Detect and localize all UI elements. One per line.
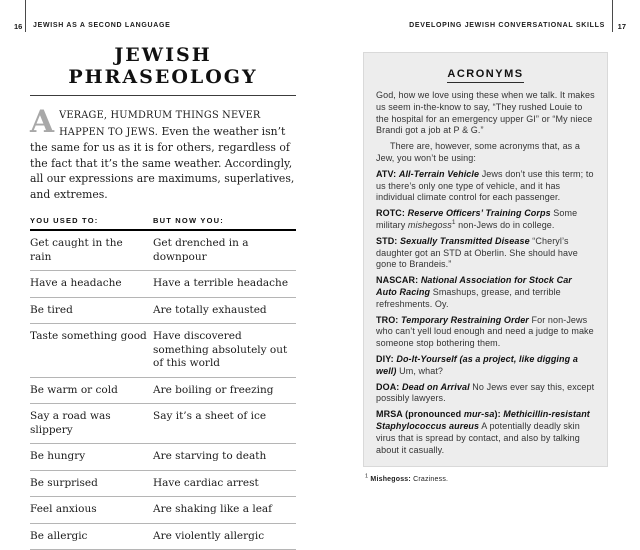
acronym-entry-text: “Cheryl’s daughter got an STD at Oberlin. She should have gone to Brandeis.” bbox=[376, 235, 578, 270]
acronym-entry-text: MRSA (pronounced bbox=[376, 409, 464, 420]
acronym-entry-text: Jews don’t use this term; to us there’s only one type of vehicle, and it has individual climate control for each passenger. bbox=[376, 168, 594, 203]
acronym-entry-text: Methicillin-resistant Staphylococcus aureus bbox=[376, 409, 590, 431]
chapter-title-line1: JEWISH bbox=[114, 44, 212, 66]
acronym-entry-text: Dead on Arrival bbox=[402, 381, 470, 392]
left-header-divider bbox=[25, 0, 26, 32]
table-row bbox=[30, 470, 296, 497]
table-cell: Be allergic bbox=[30, 523, 153, 550]
acronym-entry bbox=[376, 354, 595, 378]
table-cell: Are boiling or freezing bbox=[153, 377, 296, 404]
acronym-entry-text: non-Jews do in college. bbox=[455, 219, 555, 230]
left-running-head: JEWISH AS A SECOND LANGUAGE bbox=[33, 22, 171, 29]
acronym-entry bbox=[376, 409, 595, 456]
acronym-entry bbox=[376, 315, 595, 350]
footnote bbox=[365, 473, 608, 484]
acronym-entry-text: Reserve Officers’ Training Corps bbox=[407, 208, 551, 219]
table-cell: Be warm or cold bbox=[30, 377, 153, 404]
acronym-entry-text: TRO: bbox=[376, 314, 401, 325]
acronym-entry-text: ATV: bbox=[376, 168, 399, 179]
box-paragraphs bbox=[376, 90, 595, 165]
acronym-entry-text: All-Terrain Vehicle bbox=[398, 168, 480, 179]
acronym-entry bbox=[376, 275, 595, 310]
drop-cap: A bbox=[30, 104, 55, 140]
phrase-table bbox=[30, 216, 296, 550]
table-cell: Be hungry bbox=[30, 444, 153, 471]
left-page-content bbox=[30, 44, 296, 550]
table-row bbox=[30, 230, 296, 271]
box-paragraph: There are, however, some acronyms that, as a Jew, you won’t be using: bbox=[376, 141, 580, 163]
acronym-entry bbox=[376, 169, 595, 204]
table-row bbox=[30, 523, 296, 550]
table-cell: Get caught in the rain bbox=[30, 230, 153, 271]
phrase-table-body bbox=[30, 230, 296, 550]
acronym-entry-text: mishegoss bbox=[407, 219, 452, 230]
table-header-you-used-to: YOU USED TO: bbox=[30, 216, 153, 230]
footnote-marker: 1 bbox=[365, 473, 369, 480]
table-cell: Get drenched in a downpour bbox=[153, 230, 296, 271]
table-cell: Feel anxious bbox=[30, 497, 153, 524]
acronym-entry-text: STD: bbox=[376, 235, 400, 246]
table-cell: Have a headache bbox=[30, 271, 153, 298]
table-row bbox=[30, 377, 296, 404]
table-cell: Are totally exhausted bbox=[153, 297, 296, 324]
intro-lead-caps: VERAGE, HUMDRUM THINGS NEVER HAPPEN TO JEWS. bbox=[59, 110, 261, 138]
acronym-entry-text: Um, what? bbox=[396, 365, 444, 376]
title-rule bbox=[30, 95, 296, 96]
right-header-divider bbox=[612, 0, 613, 32]
table-cell: Are starving to death bbox=[153, 444, 296, 471]
left-page bbox=[0, 0, 320, 542]
right-page-number: 17 bbox=[617, 22, 626, 31]
acronym-entry-text: ): bbox=[494, 409, 504, 420]
acronym-entry-text: ROTC: bbox=[376, 208, 408, 219]
acronym-entry-text: NASCAR: bbox=[376, 275, 421, 286]
acronym-entry-text: Temporary Restraining Order bbox=[401, 314, 529, 325]
acronym-entry-text: DIY: bbox=[376, 353, 397, 364]
table-header-row bbox=[30, 216, 296, 230]
acronyms-box-title-wrap bbox=[376, 64, 595, 83]
intro-text: Even the weather isn’t the same for us as it is for others, regardless of the fact that it’s the same weather. Accordingly, all our expressions are maximums, superlatives, and extremes. bbox=[30, 124, 295, 201]
acronym-entry bbox=[376, 208, 595, 232]
table-row bbox=[30, 404, 296, 444]
acronym-entry-text: Smashups, grease, and terrible refreshments. Oy. bbox=[376, 286, 561, 309]
table-cell: Be surprised bbox=[30, 470, 153, 497]
table-cell: Taste something good bbox=[30, 324, 153, 378]
table-cell: Say a road was slippery bbox=[30, 404, 153, 444]
table-cell: Have discovered something absolutely out of this world bbox=[153, 324, 296, 378]
table-cell: Are violently allergic bbox=[153, 523, 296, 550]
acronym-entry-text: 1 bbox=[451, 218, 456, 226]
acronym-entry-text: Some military bbox=[376, 208, 578, 230]
table-row bbox=[30, 297, 296, 324]
acronym-entry-text: DOA: bbox=[376, 381, 402, 392]
acronym-entry-text: A potentially deadly skin virus that is spread by contact, and also by talking about it casually. bbox=[376, 420, 580, 455]
table-cell: Be tired bbox=[30, 297, 153, 324]
table-row bbox=[30, 324, 296, 378]
acronyms-box bbox=[363, 52, 608, 467]
right-running-head: DEVELOPING JEWISH CONVERSATIONAL SKILLS bbox=[409, 22, 605, 29]
acronym-entry bbox=[376, 382, 595, 406]
chapter-title-line2: PHRASEOLOGY bbox=[68, 66, 258, 88]
intro-paragraph bbox=[30, 104, 296, 202]
acronym-entries bbox=[376, 169, 595, 457]
acronym-entry-text: Sexually Transmitted Disease bbox=[400, 235, 530, 246]
table-row bbox=[30, 497, 296, 524]
footnote-definition: Craziness. bbox=[413, 476, 449, 484]
acronym-entry bbox=[376, 236, 595, 271]
acronym-entry-text: mur-sa bbox=[463, 409, 495, 420]
table-header-but-now-you: BUT NOW YOU: bbox=[153, 216, 296, 230]
table-row bbox=[30, 271, 296, 298]
acronym-entry-text: Do-It-Yourself (as a project, like digging a well) bbox=[376, 353, 578, 376]
acronym-entry-text: No Jews ever say this, except possibly lawyers. bbox=[376, 381, 595, 404]
footnote-term: Mishegoss: bbox=[370, 476, 411, 484]
chapter-title bbox=[30, 44, 296, 88]
right-page-content bbox=[363, 52, 608, 483]
box-paragraph: God, how we love using these when we talk. It makes us seem in-the-know to say, “They rushed Louie to the hospital for an emergency upper GI” or “My niece Brandi got a job at P & G.” bbox=[376, 90, 595, 136]
acronym-entry-text: For non-Jews who can’t yell loud enough and need a judge to make someone stop bothering them. bbox=[376, 314, 594, 349]
acronym-entry-text: National Association for Stock Car Auto Racing bbox=[376, 275, 572, 297]
acronyms-box-title: ACRONYMS bbox=[447, 68, 523, 83]
left-page-number: 16 bbox=[14, 22, 23, 31]
right-page bbox=[320, 0, 640, 484]
table-cell: Say it’s a sheet of ice bbox=[153, 404, 296, 444]
table-cell: Have a terrible headache bbox=[153, 271, 296, 298]
table-cell: Have cardiac arrest bbox=[153, 470, 296, 497]
table-cell: Are shaking like a leaf bbox=[153, 497, 296, 524]
